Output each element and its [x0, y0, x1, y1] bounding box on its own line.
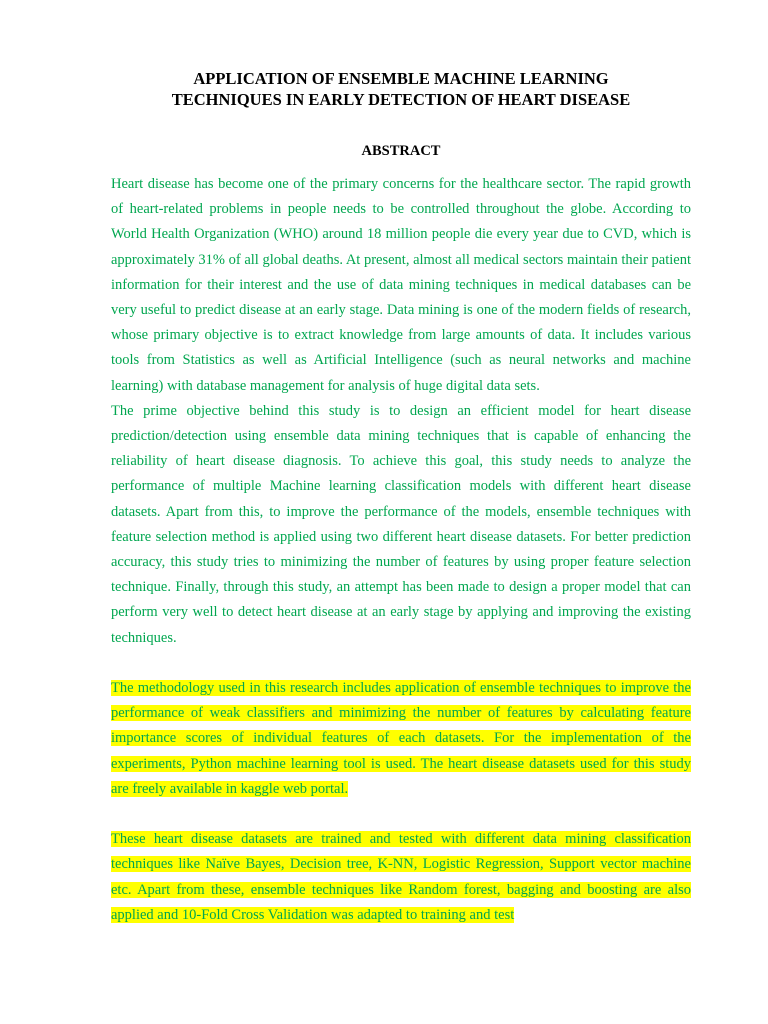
title-line-2: TECHNIQUES IN EARLY DETECTION OF HEART DISEASE	[171, 90, 631, 109]
paragraph-spacer	[111, 651, 691, 676]
abstract-heading: ABSTRACT	[361, 143, 441, 159]
title-line-1: APPLICATION OF ENSEMBLE MACHINE LEARNING	[193, 69, 609, 88]
paragraph-1: Heart disease has become one of the primary concerns for the healthcare sector. The rapid growth of heart-related problems in people needs to be controlled throughout the globe. According to World Health Organization (WHO) around 18 million people die every year due to CVD, which is approximately 31% of all global deaths. At present, almost all medical sectors maintain their patient information for their interest and the use of data mining techniques in medical databases can be very useful to predict disease at an early stage. Data mining is one of the modern fields of research, whose primary objective is to extract knowledge from large amounts of data. It includes various tools from Statistics as well as Artificial Intelligence (such as neural networks and machine learning) with database management for analysis of huge digital data sets.	[111, 176, 691, 394]
paragraph-3-highlighted	[111, 676, 691, 802]
highlighted-text: The methodology used in this research includes application of ensemble techniques to improve the performance of weak classifiers and minimizing the number of features by calculating feature importance scores of individual features of each datasets. For the implementation of the experiments, Python machine learning tool is used. The heart disease datasets used for this study are freely available in kaggle web portal.	[111, 680, 691, 797]
paragraph-spacer	[111, 802, 691, 827]
highlighted-text: These heart disease datasets are trained and tested with different data mining classification techniques like Naïve Bayes, Decision tree, K-NN, Logistic Regression, Support vector machine etc. Apart from these, ensemble techniques like Random forest, bagging and boosting are also applied and 10-Fold Cross Validation was adapted to training and test	[111, 831, 691, 923]
abstract-body	[111, 172, 691, 928]
paragraph-2: The prime objective behind this study is to design an efficient model for heart disease prediction/detection using ensemble data mining techniques that is capable of enhancing the reliability of heart disease diagnosis. To achieve this goal, this study needs to analyze the performance of multiple Machine learning classification models with different heart disease datasets. Apart from this, to improve the performance of the models, ensemble techniques with feature selection method is applied using two different heart disease datasets. For better prediction accuracy, this study tries to minimizing the number of features by using proper feature selection technique. Finally, through this study, an attempt has been made to design a proper model that can perform very well to detect heart disease at an early stage by applying and improving the existing techniques.	[111, 402, 691, 646]
document-title	[100, 68, 702, 110]
paragraph-4-highlighted	[111, 827, 691, 928]
